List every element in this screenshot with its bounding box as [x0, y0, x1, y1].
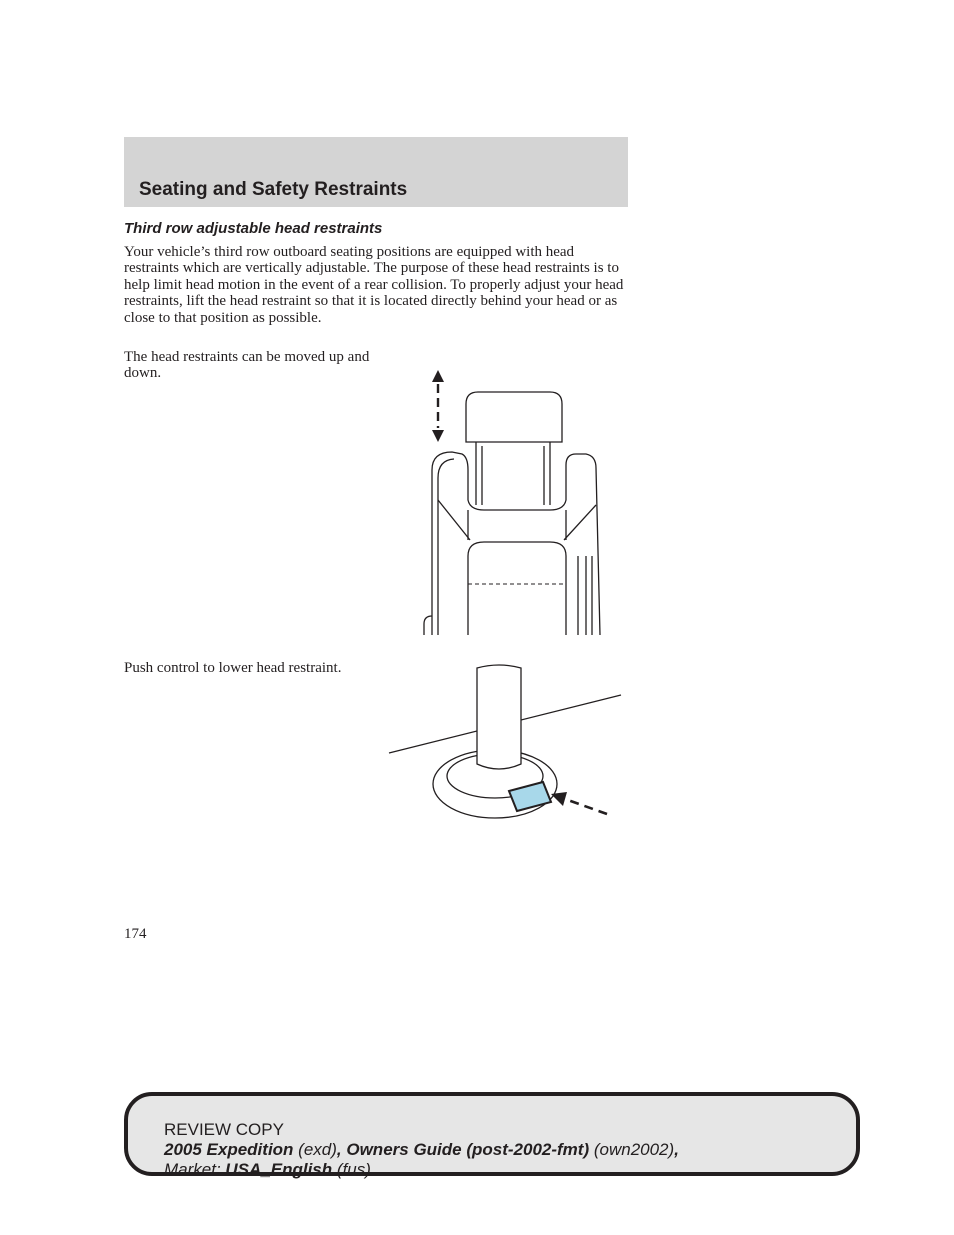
move-paragraph: The head restraints can be moved up and down.	[124, 349, 370, 382]
footer-guide-code: (own2002)	[589, 1140, 675, 1159]
footer-separator-2: ,	[674, 1140, 679, 1159]
footer-market-line	[164, 1160, 679, 1180]
review-copy-footer	[124, 1092, 860, 1179]
footer-market: USA_English	[225, 1160, 333, 1179]
push-control-paragraph: Push control to lower head restraint.	[124, 660, 342, 676]
head-restraint-control-illustration	[385, 660, 625, 830]
page-number: 174	[124, 926, 147, 942]
footer-vehicle: 2005 Expedition	[164, 1140, 294, 1159]
footer-market-label: Market:	[164, 1160, 226, 1179]
section-header-band	[124, 137, 628, 207]
intro-paragraph: Your vehicle’s third row outboard seating positions are equipped with head restraints which are vertically adjustable. The purpose of these head restraints is to help limit head motion in the event of a rear collision. To properly adjust your head restraints, lift the head restraint so that it is located directly behind your head or as close to that position as possible.	[124, 244, 624, 326]
footer-vehicle-code: (exd)	[293, 1140, 337, 1159]
subheading: Third row adjustable head restraints	[124, 220, 383, 237]
seat-head-restraint-illustration	[400, 360, 620, 640]
footer-review-copy: REVIEW COPY	[164, 1120, 284, 1139]
footer-guide: Owners Guide (post-2002-fmt)	[346, 1140, 590, 1159]
section-title: Seating and Safety Restraints	[139, 179, 408, 200]
footer-market-code: (fus)	[332, 1160, 371, 1179]
footer-separator: ,	[336, 1140, 347, 1159]
footer-guide-line	[164, 1140, 679, 1160]
